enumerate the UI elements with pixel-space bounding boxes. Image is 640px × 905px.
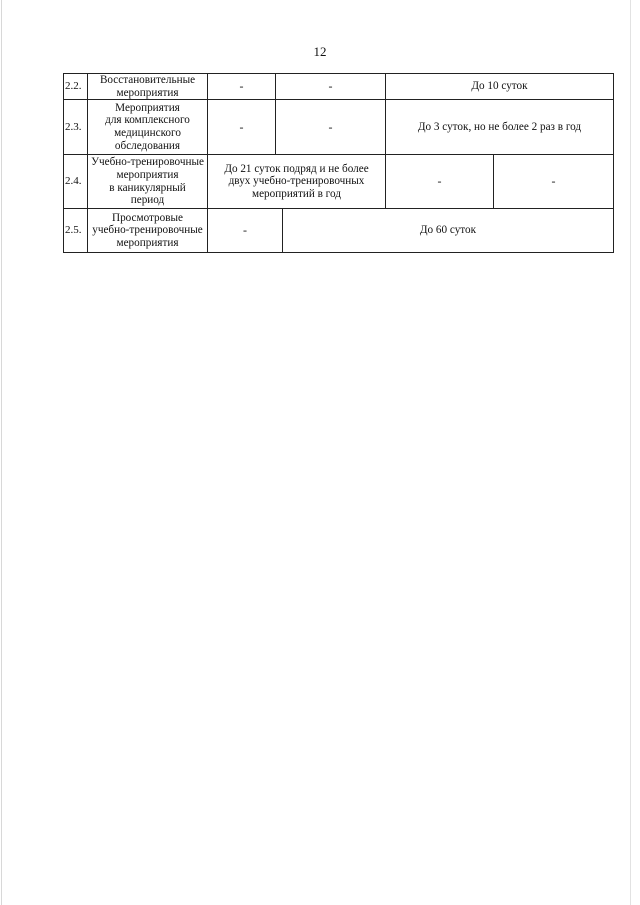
value-cell: - [275, 99, 386, 155]
event-type-cell: Восстановительные мероприятия [87, 73, 208, 100]
event-type-cell: Учебно-тренировочные мероприятия в каникулярный период [87, 154, 208, 209]
value-cell: - [207, 99, 276, 155]
value-cell: - [207, 73, 276, 100]
scan-edge-right [630, 0, 631, 905]
scan-edge-left [1, 0, 2, 905]
value-cell: - [385, 154, 494, 209]
value-cell: До 10 суток [385, 73, 614, 100]
row-number: 2.3. [63, 99, 88, 155]
row-number: 2.5. [63, 208, 88, 253]
value-cell: До 60 суток [282, 208, 614, 253]
event-type-cell: Просмотровые учебно-тренировочные мероприятия [87, 208, 208, 253]
value-cell: До 21 суток подряд и не более двух учебно-тренировочных мероприятий в год [207, 154, 386, 209]
row-number: 2.4. [63, 154, 88, 209]
value-cell: - [275, 73, 386, 100]
event-type-cell: Мероприятия для комплексного медицинского обследования [87, 99, 208, 155]
value-cell: - [493, 154, 614, 209]
row-number: 2.2. [63, 73, 88, 100]
page-number: 12 [313, 44, 327, 59]
value-cell: До 3 суток, но не более 2 раз в год [385, 99, 614, 155]
value-cell: - [207, 208, 283, 253]
